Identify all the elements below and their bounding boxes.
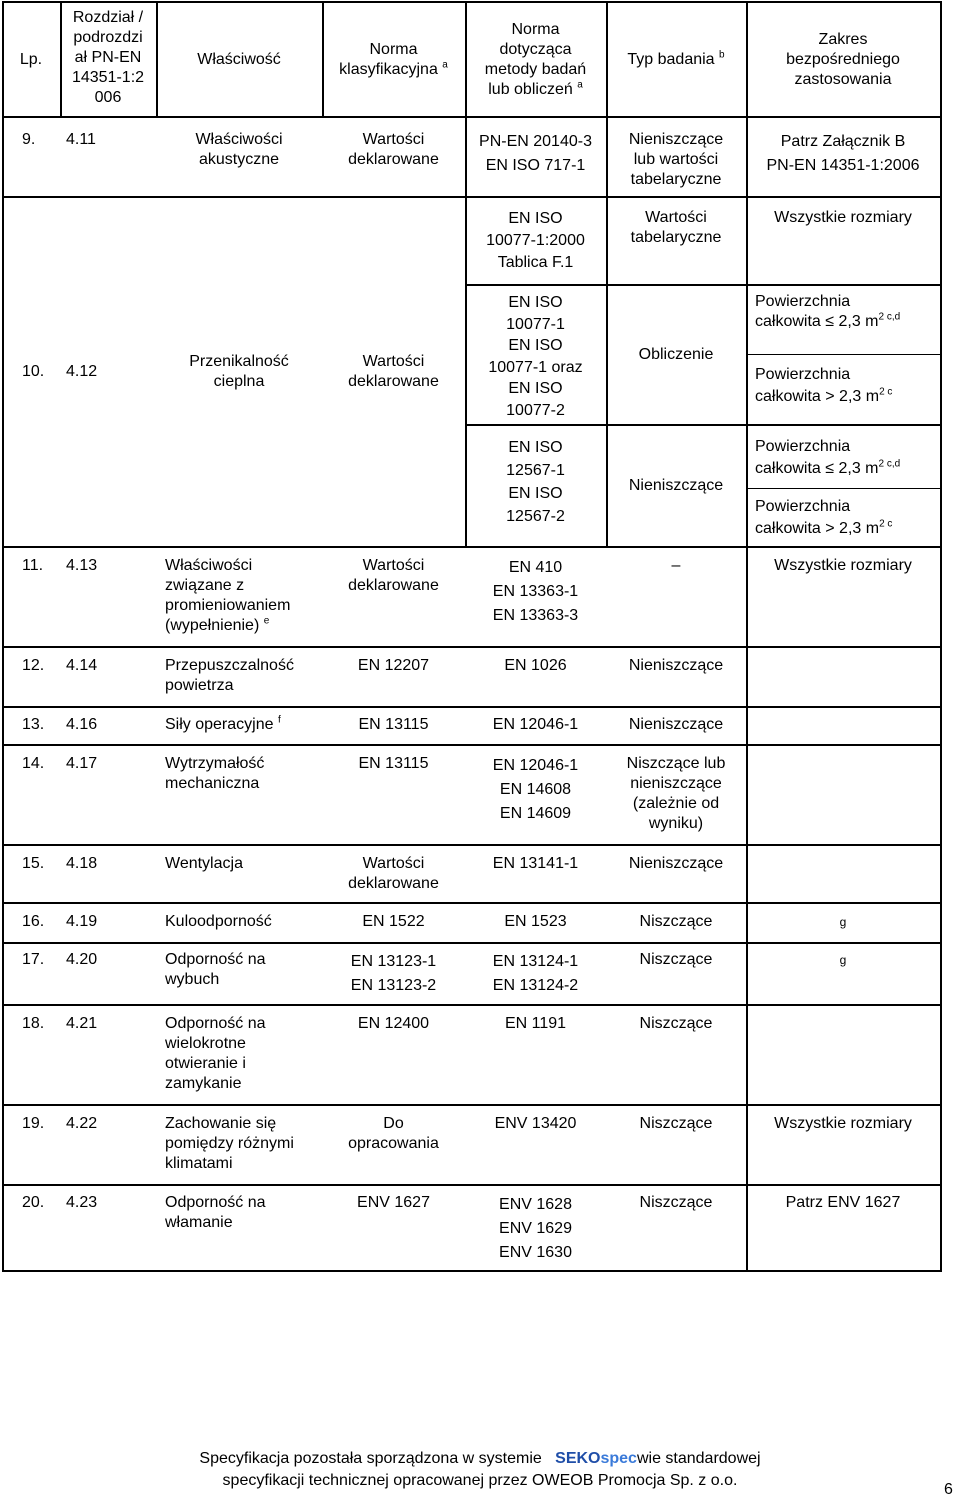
row9-norma-klas: Wartości deklarowane — [348, 131, 439, 168]
row17-lp: 17. — [22, 951, 45, 968]
row13-rozdzial: 4.16 — [66, 716, 98, 733]
row10a-zakres-le: Powierzchnia całkowita ≤ 2,3 $m^{2 c,d}$ — [755, 293, 901, 330]
row18-typ: Niszczące — [639, 1015, 713, 1032]
footer-line-1: Specyfikacja pozostała sporządzona w systemie SEKOspecwie standardowej — [199, 1450, 761, 1467]
row20-norma-klas: ENV 1627 — [357, 1194, 430, 1211]
row10-wlasciwosc: Przenikalność cieplna — [189, 353, 289, 390]
row15-norma-dot: EN 13141-1 — [492, 855, 579, 872]
row16-wlasciwosc: Kuloodporność — [165, 913, 272, 930]
row20-rozdzial: 4.23 — [66, 1194, 98, 1211]
row14-lp: 14. — [22, 755, 45, 772]
row18-lp: 18. — [22, 1015, 45, 1032]
row10-rozdzial: 4.12 — [66, 363, 98, 380]
row16-border-bottom — [2, 942, 942, 944]
row14-rozdzial: 4.17 — [66, 755, 98, 772]
row18-border-bottom — [2, 1104, 942, 1106]
row19-norma-dot: ENV 13420 — [494, 1115, 577, 1132]
row19-zakres: Wszystkie rozmiary — [774, 1115, 912, 1132]
row17-typ: Niszczące — [639, 951, 713, 968]
row14-wlasciwosc: Wytrzymałość mechaniczna — [165, 755, 265, 792]
row19-rozdzial: 4.22 — [66, 1115, 98, 1132]
row10-lp: 10. — [22, 363, 45, 380]
header-rozdzial: Rozdział / podrozdzi ał PN-EN 14351-1:2 006 — [71, 9, 145, 106]
row13-norma-klas: EN 13115 — [358, 716, 429, 733]
row10b-zakres-border — [746, 488, 942, 489]
row13-wlasciwosc: Siły operacyjne $^f$ — [165, 714, 281, 733]
row11-border-bottom — [2, 646, 942, 648]
table-border-bottom — [2, 1270, 942, 1272]
table-border-left — [2, 1, 4, 1272]
row9-zakres: Patrz Załącznik B PN-EN 14351-1:2006 — [766, 133, 920, 174]
row17-border-bottom — [2, 1004, 942, 1006]
table-border-right — [940, 1, 942, 1272]
row19-lp: 19. — [22, 1115, 45, 1132]
page-number: 6 — [944, 1481, 953, 1498]
footer-line-2: specyfikacji technicznej opracowanej przez OWEOB Promocja Sp. z o.o. — [222, 1472, 738, 1489]
row16-typ: Niszczące — [639, 913, 713, 930]
row10a-zakres-gt: Powierzchnia całkowita > 2,3 $m^{2 c}$ — [755, 366, 893, 405]
row20-lp: 20. — [22, 1194, 45, 1211]
row12-rozdzial: 4.14 — [66, 657, 98, 674]
row16-zakres: g — [839, 915, 847, 929]
row9-lp: 9. — [22, 131, 36, 148]
row15-rozdzial: 4.18 — [66, 855, 98, 872]
row19-border-bottom — [2, 1184, 942, 1186]
row10-border-bottom — [2, 546, 942, 548]
row18-wlasciwosc: Odporność na wielokrotne otwieranie i zamykanie — [165, 1015, 266, 1092]
row13-typ: Nieniszczące — [628, 716, 724, 733]
col-divider-5 — [606, 1, 608, 547]
row17-norma-klas: EN 13123-1 EN 13123-2 — [350, 953, 437, 994]
row19-wlasciwosc: Zachowanie się pomiędzy różnymi klimatami — [165, 1115, 294, 1172]
row18-norma-dot: EN 1191 — [504, 1015, 567, 1032]
row9-typ: Nieniszczące lub wartości tabelaryczne — [628, 131, 724, 188]
header-norma-metody: Norma dotycząca metody badań lub obliczeń $^a$ — [484, 21, 587, 98]
row20-zakres: Patrz ENV 1627 — [785, 1194, 901, 1211]
row18-rozdzial: 4.21 — [66, 1015, 98, 1032]
sekospec-logo: SEKOspec — [555, 1450, 637, 1467]
row16-norma-dot: EN 1523 — [504, 913, 567, 930]
header-lp: Lp. — [19, 51, 43, 68]
row17-zakres: g — [839, 953, 847, 967]
row12-norma-klas: EN 12207 — [357, 657, 430, 674]
row10b-zakres-gt: Powierzchnia całkowita > 2,3 $m^{2 c}$ — [755, 498, 893, 537]
row11-norma-dot: EN 410 EN 13363-1 EN 13363-3 — [492, 559, 579, 624]
row9-sub-norma-dot: EN ISO 10077-1:2000 Tablica F.1 — [486, 210, 585, 271]
header-wlasciwosc: Właściwość — [197, 51, 281, 68]
row11-lp: 11. — [22, 557, 44, 574]
row11-norma-klas: Wartości deklarowane — [348, 557, 439, 594]
row14-norma-dot: EN 12046-1 EN 14608 EN 14609 — [492, 757, 579, 822]
table-border-top — [2, 1, 942, 3]
row10b-zakres-le: Powierzchnia całkowita ≤ 2,3 $m^{2 c,d}$ — [755, 438, 901, 477]
row15-typ: Nieniszczące — [628, 855, 724, 872]
row9-norma-dot: PN-EN 20140-3 EN ISO 717-1 — [479, 133, 592, 174]
row9-sub-border — [465, 284, 942, 286]
row10b-typ: Nieniszczące — [628, 477, 724, 494]
row13-lp: 13. — [22, 716, 45, 733]
row14-border-bottom — [2, 844, 942, 846]
row17-norma-dot: EN 13124-1 EN 13124-2 — [492, 953, 579, 994]
col-divider-6 — [746, 1, 748, 1272]
row10-norma-klas: Wartości deklarowane — [348, 353, 439, 390]
row14-norma-klas: EN 13115 — [358, 755, 429, 772]
header-norma-klasyfikacyjna: Norma klasyfikacyjna $^a$ — [339, 41, 448, 78]
row11-wlasciwosc: Właściwości związane z promieniowaniem (wypełnienie) $^e$ — [165, 557, 291, 634]
row16-lp: 16. — [22, 913, 45, 930]
row10a-zakres-border — [746, 354, 942, 355]
row10-mid-border — [465, 424, 942, 426]
header-border-bottom — [2, 116, 942, 118]
row15-border-bottom — [2, 902, 942, 904]
row20-wlasciwosc: Odporność na włamanie — [165, 1194, 266, 1231]
row20-typ: Niszczące — [639, 1194, 713, 1211]
row9-sub-zakres: Wszystkie rozmiary — [774, 209, 912, 226]
row15-lp: 15. — [22, 855, 45, 872]
row12-wlasciwosc: Przepuszczalność powietrza — [165, 657, 294, 694]
row12-typ: Nieniszczące — [628, 657, 724, 674]
row16-rozdzial: 4.19 — [66, 913, 98, 930]
row11-zakres: Wszystkie rozmiary — [774, 557, 912, 574]
row20-norma-dot: ENV 1628 ENV 1629 ENV 1630 — [499, 1196, 572, 1261]
row13-norma-dot: EN 12046-1 — [492, 716, 579, 733]
row16-norma-klas: EN 1522 — [362, 913, 425, 930]
row11-typ: – — [671, 557, 681, 574]
row10b-norma-dot: EN ISO 12567-1 EN ISO 12567-2 — [506, 439, 565, 525]
header-typ-badania: Typ badania $^b$ — [627, 49, 725, 68]
row9-rozdzial: 4.11 — [66, 131, 96, 148]
row10a-norma-dot: EN ISO 10077-1 EN ISO 10077-1 oraz EN ISO 10077-2 — [488, 294, 583, 419]
row12-lp: 12. — [22, 657, 45, 674]
row12-norma-dot: EN 1026 — [504, 657, 567, 674]
row9-wlasciwosc: Właściwości akustyczne — [195, 131, 283, 168]
row9-sub-typ: Wartości tabelaryczne — [630, 209, 722, 246]
row15-norma-klas: Wartości deklarowane — [348, 855, 439, 892]
header-zakres: Zakres bezpośredniego zastosowania — [786, 31, 900, 88]
row9-border-bottom — [2, 196, 942, 198]
row19-norma-klas: Do opracowania — [348, 1115, 439, 1152]
row11-rozdzial: 4.13 — [66, 557, 98, 574]
row10a-typ: Obliczenie — [638, 346, 714, 363]
row17-rozdzial: 4.20 — [66, 951, 98, 968]
row13-border-bottom — [2, 744, 942, 746]
row17-wlasciwosc: Odporność na wybuch — [165, 951, 266, 988]
row14-typ: Niszczące lub nieniszczące (zależnie od wyniku) — [626, 755, 726, 832]
row15-wlasciwosc: Wentylacja — [165, 855, 243, 872]
row12-border-bottom — [2, 706, 942, 708]
row19-typ: Niszczące — [639, 1115, 713, 1132]
row18-norma-klas: EN 12400 — [357, 1015, 430, 1032]
